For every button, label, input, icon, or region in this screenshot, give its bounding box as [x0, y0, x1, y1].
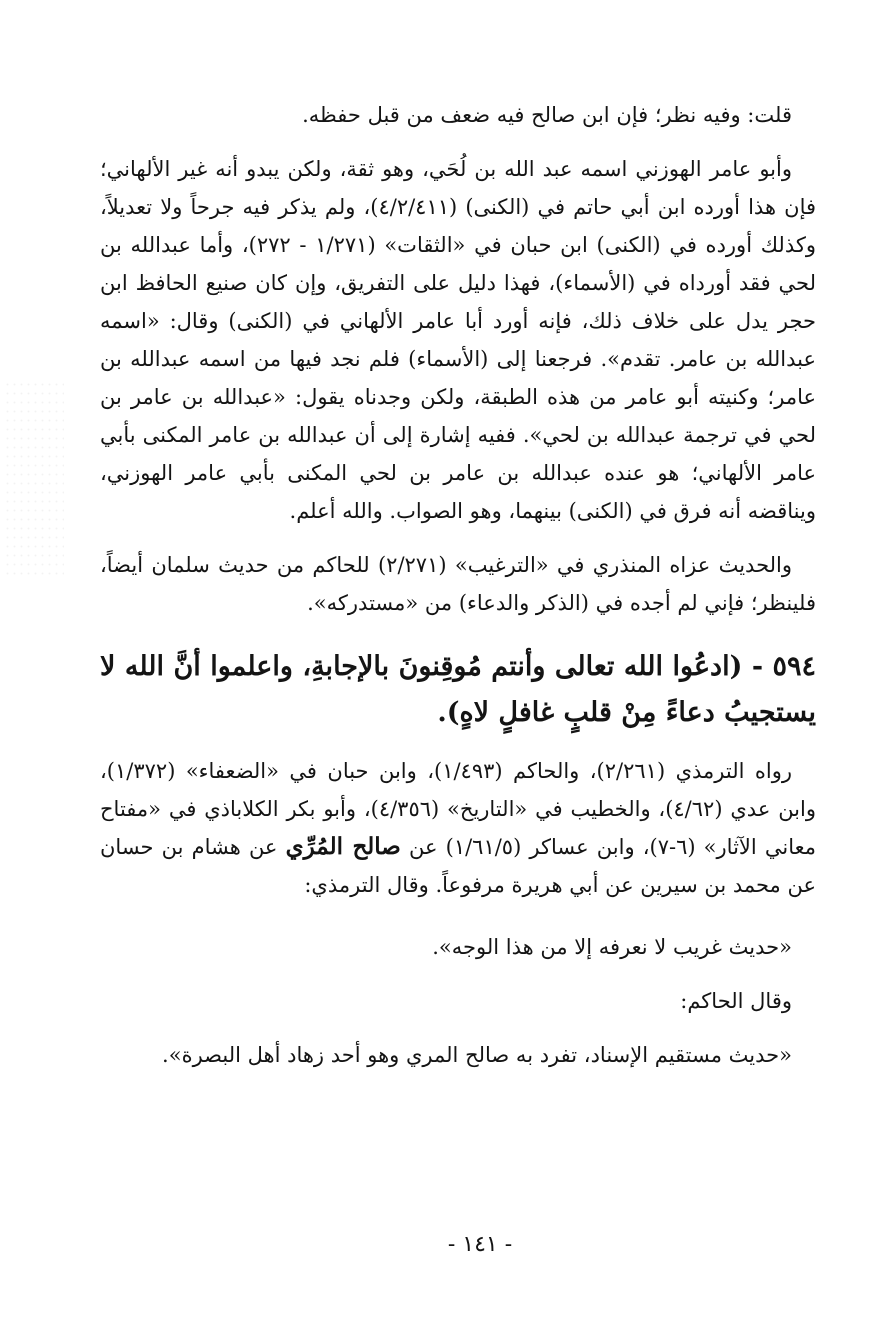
- paragraph-4-after: عن هشام بن حسان عن محمد بن سيرين عن أبي هريرة مرفوعاً. وقال الترمذي:: [100, 835, 816, 897]
- paragraph-7: «حديث مستقيم الإسناد، تفرد به صالح المري وهو أحد زهاد أهل البصرة».: [162, 1043, 792, 1067]
- paragraph-3: والحديث عزاه المنذري في «الترغيب» (٢/٢٧١) للحاكم من حديث سلمان أيضاً، فلينظر؛ فإني لم أجده في (الذكر والدعاء) من «مستدركه».: [100, 553, 816, 615]
- paragraph-1: قلت: وفيه نظر؛ فإن ابن صالح فيه ضعف من قبل حفظه.: [302, 103, 792, 127]
- hadith-heading: ٥٩٤ - (ادعُوا الله تعالى وأنتم مُوقِنونَ بالإجابةِ، واعلموا أنَّ الله لا يستجيبُ دعاءً مِنْ قلبٍ غافلٍ لاهٍ).: [100, 651, 816, 728]
- narrator-name: صالح المُرِّي: [285, 833, 401, 860]
- paragraph-5: «حديث غريب لا نعرفه إلا من هذا الوجه».: [432, 935, 792, 959]
- page-number: - ١٤١ -: [447, 1232, 513, 1257]
- page-body: [100, 96, 816, 1074]
- paragraph-4: [100, 752, 816, 904]
- paragraph-6: وقال الحاكم:: [680, 989, 792, 1013]
- scan-bleed-decoration: [4, 380, 64, 580]
- paragraph-2: وأبو عامر الهوزني اسمه عبد الله بن لُحَي، وهو ثقة، ولكن يبدو أنه غير الألهاني؛ فإن هذا أورده ابن أبي حاتم في (الكنى) (٤/٢/٤١١)، ولم يذكر فيه جرحاً ولا تعديلاً، وكذلك أورده في (الكنى) ابن حبان في «الثقات» (١/٢٧١ - ٢٧٢)، وأما عبدالله بن لحي فقد أورداه في (الأسماء)، فهذا دليل على التفريق، وإن كان صنيع الحافظ ابن حجر يدل على خلاف ذلك، فإنه أورد أبا عامر الألهاني في (الكنى) وقال: «اسمه عبدالله بن عامر. تقدم». فرجعنا إلى (الأسماء) فلم نجد فيها من اسمه عبدالله بن عامر؛ وكنيته أبو عامر من هذه الطبقة، ولكن وجدناه يقول: «عبدالله بن عامر بن لحي في ترجمة عبدالله بن لحي». ففيه إشارة إلى أن عبدالله بن عامر المكنى بأبي عامر الألهاني؛ هو عنده عبدالله بن عامر بن لحي المكنى بأبي عامر الهوزني، ويناقضه أنه فرق في (الكنى) بينهما، وهو الصواب. والله أعلم.: [100, 157, 817, 523]
- paragraph-4-before: رواه الترمذي (٢/٢٦١)، والحاكم (١/٤٩٣)، وابن حبان في «الضعفاء» (١/٣٧٢)، وابن عدي (٤/٦٢)، والخطيب في «التاريخ» (٤/٣٥٦)، وأبو بكر الكلاباذي في «مفتاح معاني الآثار» (٦-٧)، وابن عساكر (١/٦١/٥) عن: [100, 759, 816, 859]
